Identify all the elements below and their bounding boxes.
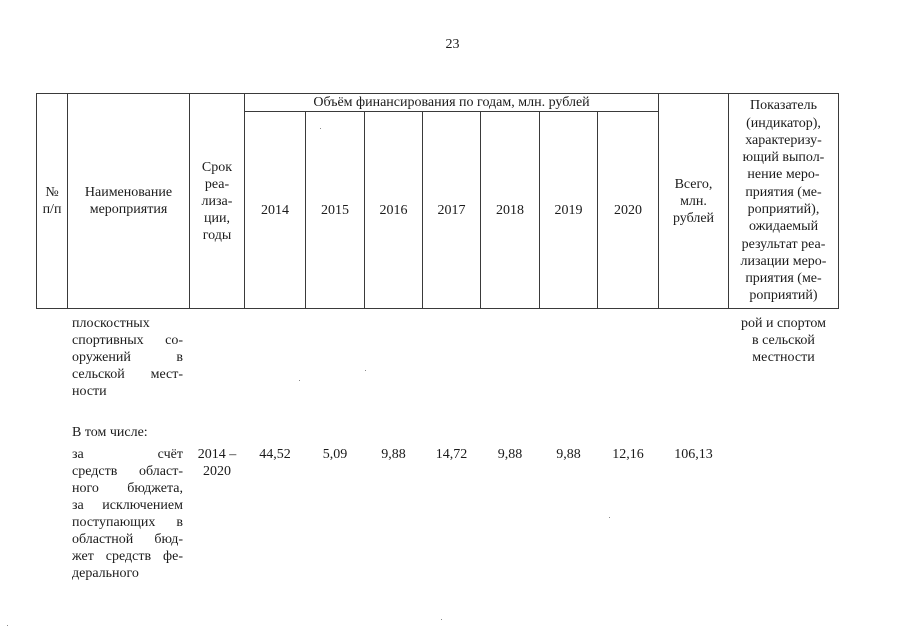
header-term-line: Срок	[201, 159, 233, 175]
header-total	[659, 94, 728, 308]
continuation-name-line: плоскостных	[72, 316, 150, 331]
header-indicator-line: роприятий),	[747, 202, 820, 217]
row-name-line: областной бюд-	[72, 532, 183, 547]
scan-speck	[609, 517, 610, 518]
header-year-2020	[598, 112, 658, 308]
row-name-line: за счёт	[72, 447, 183, 462]
header-name-line: мероприятия	[89, 202, 168, 217]
header-indicator-line: ющий выпол-	[742, 150, 825, 166]
header-year-2016	[365, 112, 422, 308]
header-name	[68, 94, 189, 308]
scan-speck	[7, 625, 8, 626]
header-total-line: Всего,	[674, 176, 713, 192]
header-year-label: 2020	[614, 202, 642, 218]
scan-speck	[365, 370, 366, 371]
header-term-line: годы	[202, 227, 232, 243]
row-name-line: поступающих в	[72, 515, 183, 530]
page-number: 23	[445, 37, 460, 52]
row-value-2015: 5,09	[322, 447, 348, 462]
header-year-2018	[481, 112, 539, 308]
row-name-line: дерального	[72, 566, 139, 581]
continuation-name	[72, 315, 183, 400]
header-indicator-line: лизации меро-	[740, 253, 827, 269]
header-term-line: ции,	[204, 210, 230, 226]
header-year-2015	[306, 112, 364, 308]
header-name-line: Наименование	[84, 185, 173, 200]
header-year-label: 2016	[379, 202, 408, 218]
row-term-line: 2014 –	[197, 447, 237, 462]
table-header	[36, 93, 839, 309]
header-total-line: рублей	[672, 210, 715, 226]
header-year-2019	[540, 112, 597, 308]
continuation-name-line: оружений в	[72, 350, 183, 365]
row-term-line: 2020	[203, 464, 231, 479]
continuation-indicator	[729, 315, 838, 366]
header-indicator-line: Показатель	[750, 98, 817, 114]
continuation-indicator-line: местности	[752, 350, 815, 365]
row-value-2014: 44,52	[259, 447, 291, 462]
header-funding-group-label: Объём финансирования по годам, млн. рублей	[313, 94, 590, 110]
row-term	[190, 446, 244, 480]
header-indicator	[729, 94, 838, 308]
row-value-2016: 9,88	[381, 447, 406, 462]
row-name-line: ного бюджета,	[72, 481, 183, 496]
header-indicator-line: (индикатор),	[746, 115, 821, 131]
header-indicator-line: нение меро-	[747, 167, 820, 183]
header-year-2017	[423, 112, 480, 308]
table-right-border	[838, 93, 839, 309]
header-year-label: 2014	[261, 202, 289, 218]
header-year-label: 2018	[496, 202, 524, 218]
subheading: В том числе:	[72, 425, 148, 440]
row-name-line: жет средств фе-	[72, 549, 183, 564]
header-total-line: млн.	[680, 193, 707, 209]
continuation-indicator-line: рой и спортом	[740, 316, 827, 331]
header-funding-group	[245, 93, 658, 111]
header-indicator-line: ожидаемый	[748, 219, 819, 235]
header-number-line: №	[45, 185, 59, 200]
header-term	[190, 94, 244, 308]
continuation-name-line: ности	[72, 384, 107, 399]
row-value-2017: 14,72	[435, 447, 468, 462]
header-indicator-line: приятия (ме-	[745, 271, 822, 287]
row-value-2018: 9,88	[497, 447, 523, 462]
header-term-line: лиза-	[201, 193, 233, 209]
continuation-name-line: спортивных со-	[72, 333, 183, 348]
row-name	[72, 446, 183, 582]
scan-speck	[320, 128, 321, 129]
scan-speck	[441, 619, 442, 620]
row-name-line: средств област-	[72, 464, 183, 479]
row-value-2019: 9,88	[556, 447, 581, 462]
scan-speck	[299, 380, 300, 381]
header-indicator-line: приятия (ме-	[745, 184, 822, 200]
header-number-line: п/п	[42, 202, 62, 217]
header-number	[37, 94, 67, 308]
header-year-2014	[245, 112, 305, 308]
header-term-line: реа-	[204, 176, 230, 192]
header-year-label: 2015	[321, 202, 349, 218]
continuation-name-line: сельской мест-	[72, 367, 183, 382]
header-year-label: 2019	[554, 202, 583, 218]
row-total: 106,13	[674, 447, 713, 462]
table-header-bottom-border	[36, 308, 839, 309]
row-name-line: за исключением	[72, 498, 183, 513]
continuation-indicator-line: в сельской	[752, 333, 815, 348]
row-value-2020: 12,16	[612, 447, 644, 462]
header-indicator-line: роприятий)	[749, 288, 818, 304]
header-indicator-line: характеризу-	[745, 132, 822, 148]
header-indicator-line: результат реа-	[741, 236, 826, 252]
header-year-label: 2017	[437, 202, 466, 218]
